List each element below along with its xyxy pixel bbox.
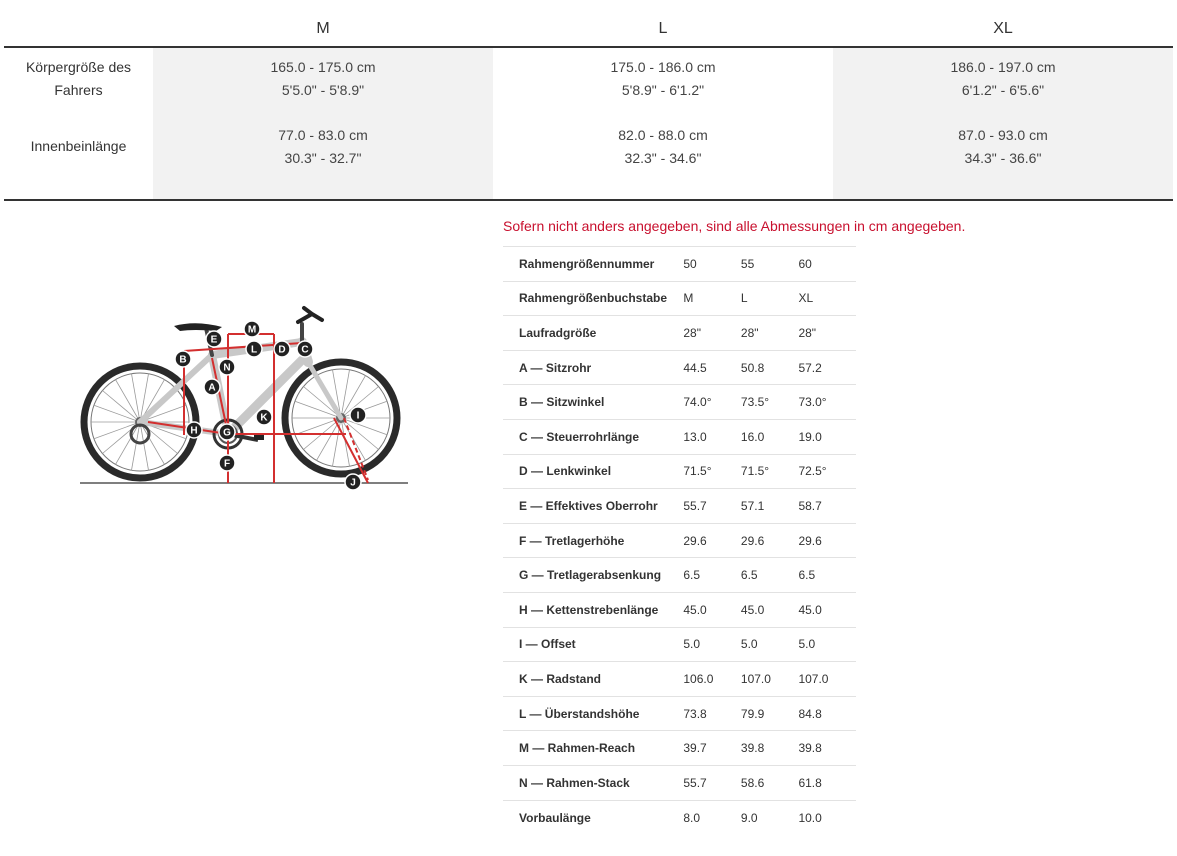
geometry-value: 73.0° — [798, 385, 856, 420]
geometry-value: 50.8 — [741, 350, 799, 385]
size-cell — [833, 124, 1173, 170]
geometry-value: 6.5 — [798, 558, 856, 593]
geometry-row-label: Vorbaulänge — [503, 800, 683, 835]
size-table-header — [4, 0, 1173, 48]
point-badge — [350, 407, 366, 423]
geometry-row-label: K — Radstand — [503, 662, 683, 697]
size-column-header-m: M — [316, 20, 330, 37]
geometry-value: 39.8 — [741, 731, 799, 766]
geometry-value: 16.0 — [741, 419, 799, 454]
point-badge — [345, 474, 361, 490]
geometry-value: 106.0 — [683, 662, 741, 697]
geometry-row — [503, 454, 856, 489]
geometry-value: 55.7 — [683, 765, 741, 800]
geometry-row — [503, 800, 856, 835]
geometry-table — [503, 246, 856, 835]
geometry-row-label: M — Rahmen-Reach — [503, 731, 683, 766]
geometry-row-label: H — Kettenstrebenlänge — [503, 592, 683, 627]
point-badge-label: E — [210, 334, 218, 346]
geometry-value: XL — [798, 281, 856, 316]
geometry-row — [503, 350, 856, 385]
geometry-value: 71.5° — [683, 454, 741, 489]
geometry-row-label: C — Steuerrohrlänge — [503, 419, 683, 454]
geometry-value: 6.5 — [741, 558, 799, 593]
size-column-header-xl: XL — [993, 20, 1013, 37]
geometry-value: 9.0 — [741, 800, 799, 835]
point-badge — [204, 379, 220, 395]
geometry-value: 8.0 — [683, 800, 741, 835]
geometry-value: 39.7 — [683, 731, 741, 766]
point-badge-label: L — [250, 344, 258, 356]
geometry-value: 5.0 — [741, 627, 799, 662]
geometry-value: 29.6 — [741, 523, 799, 558]
point-badge — [206, 331, 222, 347]
geometry-value: 55.7 — [683, 489, 741, 524]
geometry-row-label: L — Überstandshöhe — [503, 696, 683, 731]
geometry-row — [503, 558, 856, 593]
saddle-icon — [174, 323, 222, 331]
geometry-value: 5.0 — [683, 627, 741, 662]
geometry-value: 84.8 — [798, 696, 856, 731]
units-note: Sofern nicht anders angegeben, sind alle Abmessungen in cm angegeben. — [503, 218, 966, 234]
point-badge — [246, 341, 262, 357]
size-table-body — [4, 48, 1173, 201]
point-badge — [256, 409, 272, 425]
geometry-value: 57.2 — [798, 350, 856, 385]
metric-range: 82.0 - 88.0 cm — [618, 127, 708, 143]
geometry-row-label: A — Sitzrohr — [503, 350, 683, 385]
geometry-value: 50 — [683, 247, 741, 282]
geometry-value: 28" — [741, 316, 799, 351]
handlebar-icon — [298, 308, 322, 322]
geometry-row — [503, 765, 856, 800]
geometry-value: L — [741, 281, 799, 316]
imperial-range: 5'8.9" - 6'1.2" — [621, 82, 705, 98]
geometry-row — [503, 489, 856, 524]
geometry-value: 79.9 — [741, 696, 799, 731]
geometry-value: 107.0 — [798, 662, 856, 697]
geometry-row-label: N — Rahmen-Stack — [503, 765, 683, 800]
geometry-row-label: I — Offset — [503, 627, 683, 662]
geometry-value: 29.6 — [683, 523, 741, 558]
geometry-value: 28" — [798, 316, 856, 351]
size-column-header-l: L — [658, 20, 668, 37]
geometry-row-label: G — Tretlagerabsenkung — [503, 558, 683, 593]
geometry-row — [503, 731, 856, 766]
geometry-value: 5.0 — [798, 627, 856, 662]
geometry-value: 73.8 — [683, 696, 741, 731]
geometry-value: 28" — [683, 316, 741, 351]
bike-geometry-diagram — [76, 300, 412, 492]
point-badge — [244, 321, 260, 337]
point-badge-label: D — [278, 344, 286, 356]
row-label-line: Körpergröße des — [25, 59, 132, 75]
geometry-value: 60 — [798, 247, 856, 282]
imperial-range: 5'5.0" - 5'8.9" — [281, 82, 365, 98]
point-badge-label: A — [208, 382, 216, 394]
geometry-row-label: F — Tretlagerhöhe — [503, 523, 683, 558]
geometry-value: 73.5° — [741, 385, 799, 420]
row-label-inseam: Innenbeinlänge — [30, 138, 127, 154]
row-label-rider-height — [4, 56, 153, 102]
imperial-range: 32.3" - 34.6" — [624, 150, 702, 166]
metric-range: 186.0 - 197.0 cm — [950, 59, 1056, 75]
size-cell — [153, 124, 493, 170]
geometry-value: 13.0 — [683, 419, 741, 454]
size-cell — [153, 56, 493, 102]
geometry-row — [503, 592, 856, 627]
geometry-value: 58.7 — [798, 489, 856, 524]
point-badge-label: J — [350, 477, 356, 489]
geometry-value: 55 — [741, 247, 799, 282]
point-badge — [219, 455, 235, 471]
geometry-value: 45.0 — [683, 592, 741, 627]
point-badge — [274, 341, 290, 357]
geometry-row — [503, 385, 856, 420]
geometry-value: 44.5 — [683, 350, 741, 385]
size-cell — [833, 56, 1173, 102]
point-badge — [186, 422, 202, 438]
geometry-row — [503, 316, 856, 351]
geometry-row — [503, 281, 856, 316]
point-badge — [219, 359, 235, 375]
geometry-value: 58.6 — [741, 765, 799, 800]
metric-range: 175.0 - 186.0 cm — [610, 59, 716, 75]
geometry-value: 45.0 — [741, 592, 799, 627]
point-badge-label: B — [179, 354, 187, 366]
geometry-value: 6.5 — [683, 558, 741, 593]
geometry-row — [503, 627, 856, 662]
size-cell — [493, 56, 833, 102]
metric-range: 87.0 - 93.0 cm — [958, 127, 1048, 143]
geometry-row — [503, 247, 856, 282]
geometry-value: 72.5° — [798, 454, 856, 489]
size-cell — [493, 124, 833, 170]
geometry-value: 61.8 — [798, 765, 856, 800]
point-badge — [175, 351, 191, 367]
point-badge-label: C — [301, 344, 309, 356]
point-badge — [297, 341, 313, 357]
point-badge-label: F — [223, 458, 231, 470]
point-badge-label: M — [247, 324, 257, 336]
geometry-value: 19.0 — [798, 419, 856, 454]
geometry-value: 74.0° — [683, 385, 741, 420]
point-badge — [219, 424, 235, 440]
geometry-row-label: E — Effektives Oberrohr — [503, 489, 683, 524]
point-badge-label: I — [356, 410, 360, 422]
geometry-row-label: Rahmengrößenbuchstabe — [503, 281, 683, 316]
geometry-row-label: Rahmengrößennummer — [503, 247, 683, 282]
geometry-row — [503, 696, 856, 731]
geometry-value: M — [683, 281, 741, 316]
geometry-value: 45.0 — [798, 592, 856, 627]
geometry-row-label: B — Sitzwinkel — [503, 385, 683, 420]
imperial-range: 30.3" - 32.7" — [284, 150, 362, 166]
geometry-row — [503, 662, 856, 697]
imperial-range: 34.3" - 36.6" — [964, 150, 1042, 166]
geometry-value: 71.5° — [741, 454, 799, 489]
metric-range: 77.0 - 83.0 cm — [278, 127, 368, 143]
geometry-row — [503, 419, 856, 454]
row-label-line: Fahrers — [54, 82, 103, 98]
geometry-row-label: D — Lenkwinkel — [503, 454, 683, 489]
geometry-row-label: Laufradgröße — [503, 316, 683, 351]
point-badge-label: H — [190, 425, 198, 437]
geometry-value: 57.1 — [741, 489, 799, 524]
geometry-value: 107.0 — [741, 662, 799, 697]
point-badge-label: N — [223, 362, 231, 374]
size-table — [4, 0, 1173, 201]
point-badge-label: G — [223, 427, 231, 439]
point-badge-label: K — [260, 412, 268, 424]
geometry-row — [503, 523, 856, 558]
geometry-value: 10.0 — [798, 800, 856, 835]
geometry-value: 39.8 — [798, 731, 856, 766]
metric-range: 165.0 - 175.0 cm — [270, 59, 376, 75]
geometry-value: 29.6 — [798, 523, 856, 558]
imperial-range: 6'1.2" - 6'5.6" — [961, 82, 1045, 98]
